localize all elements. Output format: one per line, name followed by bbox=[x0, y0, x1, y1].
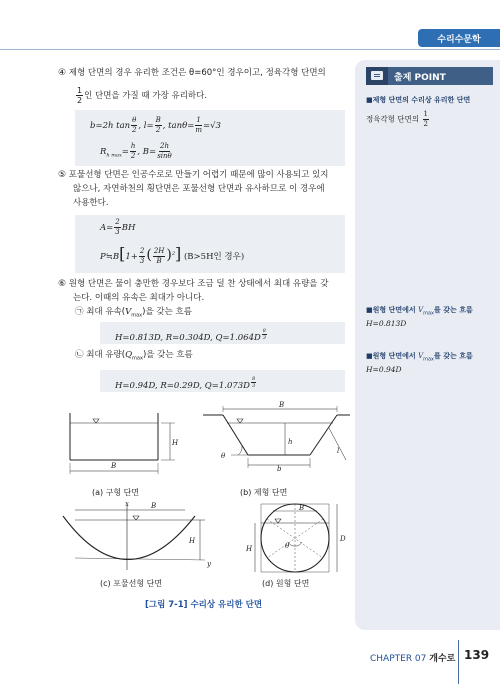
figure-caption: [그림 7-1] 수리상 유리한 단면 bbox=[145, 600, 263, 610]
point-item-1-body: 정육각형 단면의 $\frac{1}{2}$ bbox=[366, 110, 428, 128]
item6-sub2: ㉡ 최대 유량$(Q_{max})$을 갖는 흐름 bbox=[75, 350, 193, 362]
dim-H-c: H bbox=[189, 537, 196, 545]
notebook-icon bbox=[366, 67, 388, 85]
dim-H-d: H bbox=[246, 545, 253, 553]
dim-B-c: B bbox=[151, 502, 157, 510]
footer-rule bbox=[458, 640, 459, 684]
item5-formula-1: A= $\frac{2}{3}$ BH bbox=[100, 218, 136, 236]
point-item-3-title: ■원형 단면에서 $V_{max}$를 갖는 흐름 bbox=[366, 352, 473, 363]
item6-text: ⑥ 원형 단면은 물이 충만한 경우보다 조금 덜 찬 상태에서 최대 유량을 갖 는다. 이때의 유속은 최대가 아니다. bbox=[58, 279, 329, 303]
point-item-1-title: ■제형 단면의 수리상 유리한 단면 bbox=[366, 96, 471, 104]
point-item-2-title: ■원형 단면에서 $V_{max}$를 갖는 흐름 bbox=[366, 306, 473, 317]
item4-formula-1: b=2h tan $\frac{\theta}{2}$ , l= $\frac{B}{2}$ , tanθ= $\frac{1}{m}$ =√3 bbox=[90, 116, 221, 134]
dim-B-d: B bbox=[299, 504, 305, 512]
caption-b: (b) 제형 단면 bbox=[240, 488, 288, 497]
point-header-label: 출제 POINT bbox=[394, 72, 446, 83]
dim-h-b: h bbox=[288, 438, 293, 446]
axis-y-c: y bbox=[207, 560, 211, 568]
point-item-2-body: H=0.813D bbox=[366, 319, 407, 328]
header-rule bbox=[0, 49, 500, 50]
dim-B-b: B bbox=[279, 401, 285, 409]
item5-formula-2: P≒B[1+ $\frac{2}{3}$ ( $\frac{2H}{B}$ )$^2$] (B>5H인 경우) bbox=[100, 244, 245, 265]
item6-formula-1: H=0.813D, R=0.304D, Q=1.064D $^{\frac{8}{3}}$ bbox=[115, 328, 266, 343]
item6-sub1: ㉠ 최대 유속$(V_{max})$을 갖는 흐름 bbox=[75, 307, 192, 319]
caption-d: (d) 원형 단면 bbox=[262, 579, 310, 588]
axis-x-c: x bbox=[125, 500, 129, 508]
item4-text-2: $\frac{1}{2}$ 인 단면을 가질 때 가장 유리하다. bbox=[77, 86, 208, 105]
dim-D-d: D bbox=[340, 535, 346, 543]
rectangular-section-diagram bbox=[70, 413, 179, 474]
dim-theta-d: θ bbox=[285, 542, 290, 550]
dim-H-a: H bbox=[172, 439, 179, 447]
point-item-3-body: H=0.94D bbox=[366, 365, 402, 374]
point-header bbox=[366, 67, 493, 85]
item6-formula-2: H=0.94D, R=0.29D, Q=1.073D $^{\frac{8}{3}}$ bbox=[115, 376, 256, 391]
point-sidebar bbox=[355, 60, 500, 630]
dim-B-a: B bbox=[111, 462, 117, 470]
dim-l-b: l bbox=[337, 447, 340, 455]
section-tag: 수리수문학 bbox=[418, 29, 500, 47]
item4-formula-2: $R_{h max}=$ $\frac{h}{2}$ , B= $\frac{2h}{\sin\theta}$ bbox=[100, 142, 172, 160]
chapter-label: CHAPTER 07 개수로 bbox=[370, 654, 456, 664]
page-number: 139 bbox=[464, 648, 490, 662]
parabolic-section-diagram bbox=[63, 500, 212, 570]
trapezoidal-section-diagram bbox=[203, 401, 350, 473]
dim-b-b: b bbox=[277, 465, 282, 473]
caption-a: (a) 구형 단면 bbox=[92, 488, 140, 497]
caption-c: (c) 포물선형 단면 bbox=[100, 579, 163, 588]
channel-sections-figure bbox=[55, 398, 355, 603]
item5-text: ⑤ 포물선형 단면은 인공수로로 만들기 어렵기 때문에 많이 사용되고 있지 않으나, 자연하천의 횡단면은 포물선형 단면과 유사하므로 이 경우에 사용한다. bbox=[58, 170, 329, 208]
dim-theta-b: θ bbox=[221, 452, 226, 460]
circular-section-diagram bbox=[245, 504, 346, 572]
item4-text: ④ 제형 단면의 경우 유리한 조건은 θ=60°인 경우이고, 정육각형 단면의 bbox=[58, 68, 326, 78]
